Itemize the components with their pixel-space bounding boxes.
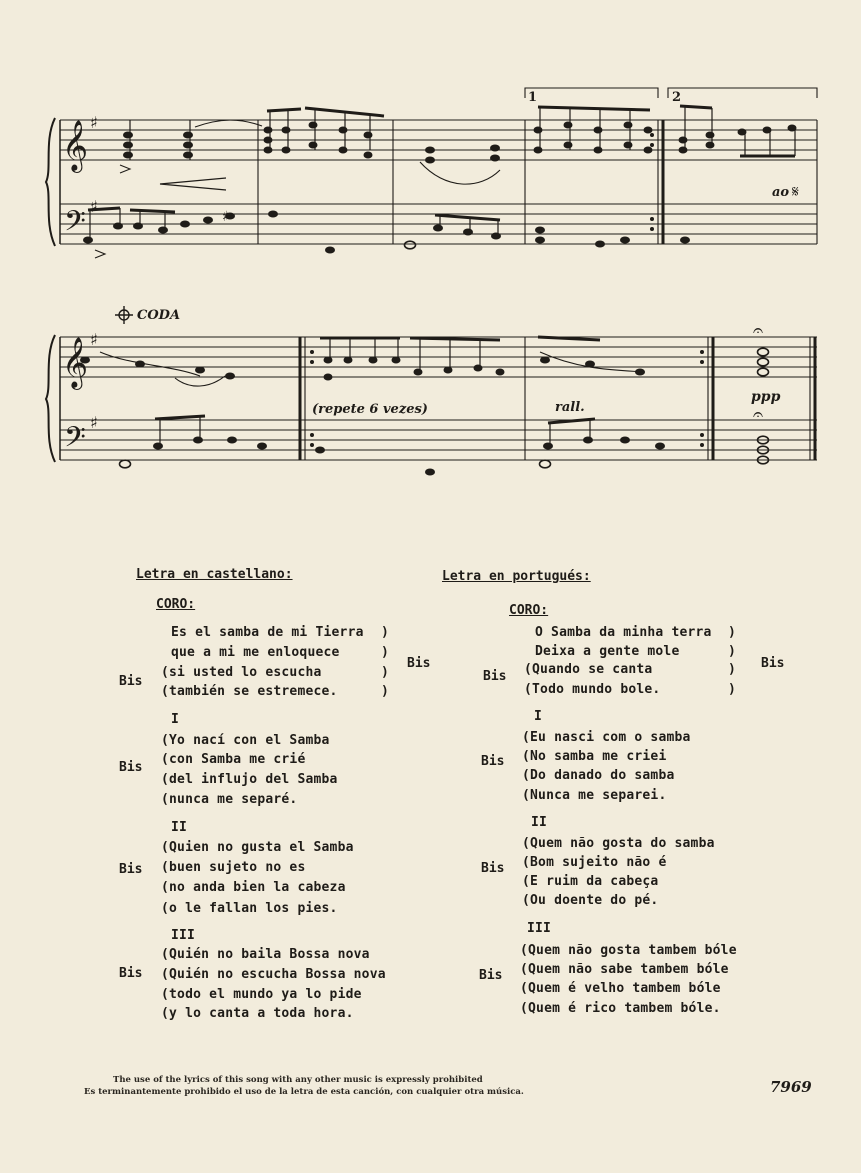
- lyric-line: Es el samba de mi Tierra: [171, 625, 364, 640]
- svg-text:♯: ♯: [90, 330, 98, 349]
- lyric-line: (o le fallan los pies.: [161, 901, 338, 916]
- page-number: 7969: [770, 1078, 812, 1096]
- bis-label: Bis: [761, 656, 785, 671]
- lyric-line: (no anda bien la cabeza: [161, 880, 346, 895]
- lyric-line: (Ou doente do pé.: [522, 893, 659, 908]
- verse-numeral: II: [171, 820, 188, 835]
- coro-label: CORO:: [156, 597, 196, 612]
- verse-numeral: III: [171, 928, 196, 943]
- staff-2-bass: [60, 420, 817, 460]
- lyric-line: (Nunca me separei.: [522, 788, 667, 803]
- bass-clef-icon: 𝄢: [64, 421, 86, 461]
- lyric-line: (No samba me criei: [522, 749, 667, 764]
- ao-segno-text: ao: [772, 185, 790, 200]
- lyric-line: que a mi me enloquece: [171, 645, 340, 660]
- staff-2-treble: [60, 337, 817, 377]
- sheet-music-page: 𝄞 𝄢 𝄞 𝄢 ♯ ♯ ♯ ♯ ♯ 𝄐 𝄐 1 2 ao 𝄋 CODA (repete 6 vezes) rall. ppp Letra en castellano: CORO: Es el samba de mi Tierra que a mi me enloquece (si usted lo escucha (también se estremece. ) ) ) ) Bis Bis I (Yo nací con el Samba (con Samba me crié (del influjo del Samba (nunca me separé. Bis II (Quien no gusta el Samba (buen sujeto no es (no anda bien la cabeza (o le fallan los pies. Bis III (Quién no baila Bossa nova (Quién no escucha Bossa nova (todo el mundo ya lo pide (y lo canta a toda hora. Bis Letra en portugués: CORO: O Samba da minha terra Deixa a gente mole (Quando se canta (Todo mundo bole. ) ) ) ) Bis Bis I (Eu nasci com o samba (No samba me criei (Do danado do samba (Nunca me separei. Bis II (Quem não gosta do samba (Bom sujeito não é (E ruim da cabeça (Ou doente do pé. Bis III (Quem não gosta tambem bóle (Quem não sabe tambem bóle (Quem é velho tambem bóle (Quem é rico tambem bóle. Bis The use of the lyrics of this song with any other music is expressly prohibited Es terminantemente prohibido el uso de la letra de esta canción, con cualquier otra música. 7969: [0, 0, 861, 1173]
- lyric-line: (Bom sujeito não é: [522, 855, 667, 870]
- bis-label: Bis: [407, 656, 431, 671]
- lyric-line: (Quando se canta: [524, 662, 653, 677]
- lyric-line: (Quem não gosta tambem bóle: [520, 943, 737, 958]
- lyric-line: (Quién no baila Bossa nova: [161, 947, 370, 962]
- coro-label: CORO:: [509, 603, 549, 618]
- system-2: [60, 337, 817, 460]
- lyric-line: (Quem não sabe tambem bóle: [520, 962, 729, 977]
- coda-label: CODA: [137, 308, 181, 323]
- bis-label: Bis: [481, 754, 505, 769]
- staff-1-treble: [60, 120, 817, 160]
- volta-2-label: 2: [672, 90, 682, 105]
- lyric-line: (Quem é velho tambem bóle: [520, 981, 721, 996]
- lyric-line: (todo el mundo ya lo pide: [161, 987, 362, 1002]
- system-1: [60, 88, 817, 244]
- svg-text:𝄐: 𝄐: [753, 404, 764, 425]
- bis-label: Bis: [119, 674, 143, 689]
- lyric-line: (Quem é rico tambem bóle.: [520, 1001, 721, 1016]
- lyric-line: (del influjo del Samba: [161, 772, 338, 787]
- footer-spanish: Es terminantemente prohibido el uso de la letra de esta canción, con cualquier otra música.: [84, 1087, 524, 1097]
- heading-portugues: Letra en portugués:: [442, 569, 591, 584]
- bis-label: Bis: [479, 968, 503, 983]
- lyric-line: (si usted lo escucha: [161, 665, 322, 680]
- lyric-line: (buen sujeto no es: [161, 860, 306, 875]
- svg-text:♯: ♯: [222, 209, 229, 225]
- coda-icon: [115, 306, 133, 324]
- lyric-line: (E ruim da cabeça: [522, 874, 659, 889]
- heading-castellano: Letra en castellano:: [136, 567, 293, 582]
- lyric-line: (Yo nací con el Samba: [161, 733, 330, 748]
- verse-numeral: III: [527, 921, 552, 936]
- svg-text:♯: ♯: [90, 113, 98, 132]
- lyric-line: (nunca me separé.: [161, 792, 298, 807]
- staff-1-bass: [60, 204, 817, 244]
- repeat-instruction: (repete 6 vezes): [312, 402, 428, 417]
- bis-label: Bis: [119, 862, 143, 877]
- lyric-line: (Quien no gusta el Samba: [161, 840, 354, 855]
- lyric-line: (Eu nasci com o samba: [522, 730, 691, 745]
- lyric-line: (y lo canta a toda hora.: [161, 1006, 354, 1021]
- bass-clef-icon: 𝄢: [64, 205, 86, 245]
- bis-label: Bis: [119, 966, 143, 981]
- treble-clef-icon: 𝄞: [62, 120, 89, 171]
- ppp-dynamic: ppp: [751, 389, 781, 405]
- svg-text:♯: ♯: [90, 413, 98, 432]
- lyric-line: (Do danado do samba: [522, 768, 675, 783]
- lyric-line: O Samba da minha terra: [535, 625, 712, 640]
- music-score: [0, 0, 861, 500]
- bis-label: Bis: [119, 760, 143, 775]
- rall-marking: rall.: [555, 400, 585, 415]
- treble-clef-icon: 𝄞: [62, 337, 89, 388]
- verse-numeral: I: [534, 709, 543, 724]
- bis-label: Bis: [481, 861, 505, 876]
- segno-icon: 𝄋: [792, 182, 799, 201]
- volta-1-label: 1: [528, 90, 538, 105]
- verse-numeral: I: [171, 712, 180, 727]
- lyric-line: (también se estremece.: [161, 684, 338, 699]
- lyric-line: Deixa a gente mole: [535, 644, 680, 659]
- bis-label: Bis: [483, 669, 507, 684]
- svg-text:𝄐: 𝄐: [753, 320, 764, 341]
- lyric-line: (Todo mundo bole.: [524, 682, 661, 697]
- lyric-line: (Quem não gosta do samba: [522, 836, 715, 851]
- footer-english: The use of the lyrics of this song with any other music is expressly prohibited: [113, 1075, 483, 1085]
- lyric-line: (Quién no escucha Bossa nova: [161, 967, 386, 982]
- verse-numeral: II: [531, 815, 548, 830]
- svg-text:♯: ♯: [90, 197, 98, 216]
- lyric-line: (con Samba me crié: [161, 752, 306, 767]
